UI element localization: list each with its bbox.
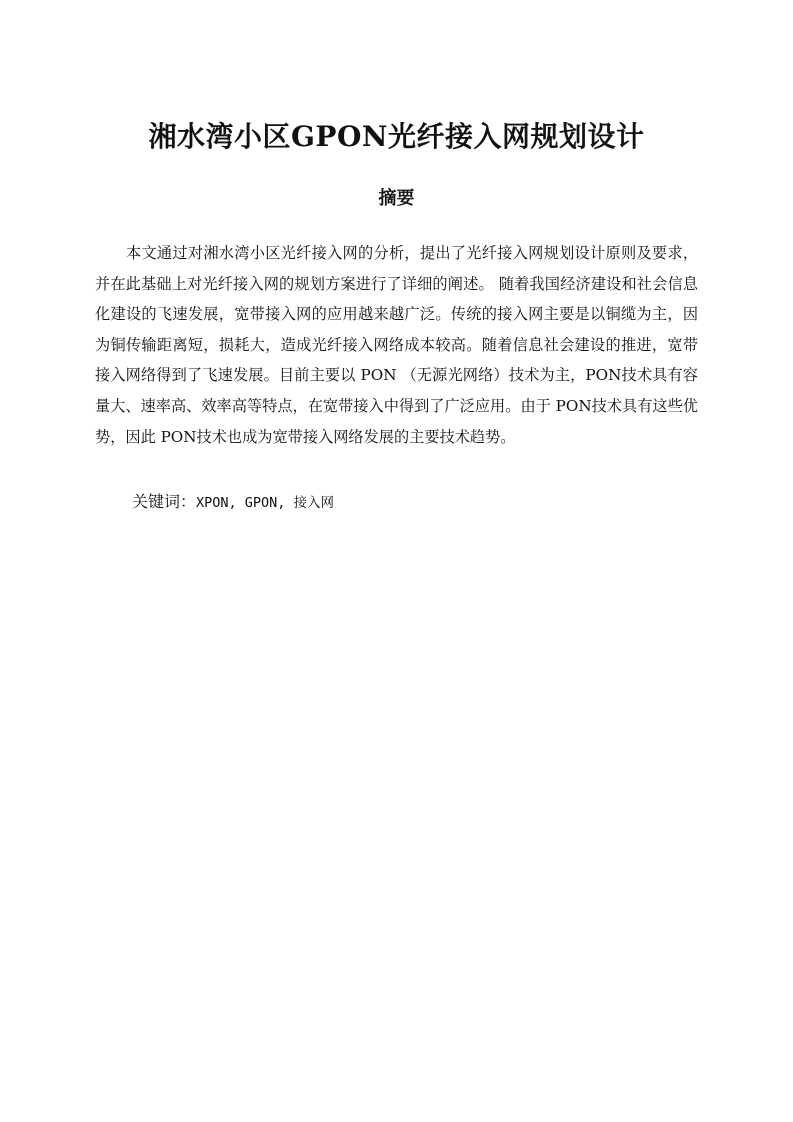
document-title: 湘水湾小区GPON光纤接入网规划设计: [148, 120, 645, 153]
abstract-paragraph: 本文通过对湘水湾小区光纤接入网的分析，提出了光纤接入网规划设计原则及要求，并在此基础上对光纤接入网的规划方案进行了详细的阐述。 随着我国经济建设和社会信息化建设的飞速发展，宽带接入网的应用越来越广泛。传统的接入网主要是以铜缆为主，因为铜传输距离短，损耗大，造成光纤接入网络成本较高。随着信息社会建设的推进，宽带接入网络得到了飞速发展。目前主要以 PON （无源光网络）技术为主，PON技术具有容量大、速率高、效率高等特点，在宽带接入中得到了广泛应用。由于 PON技术具有这些优势，因此 PON技术也成为宽带接入网络发展的主要技术趋势。: [95, 244, 698, 446]
keywords-line: [132, 487, 692, 518]
keywords-label: 关键词：: [132, 492, 197, 511]
abstract-heading: 摘要: [378, 188, 415, 209]
keywords-values: XPON, GPON, 接入网: [196, 495, 335, 511]
